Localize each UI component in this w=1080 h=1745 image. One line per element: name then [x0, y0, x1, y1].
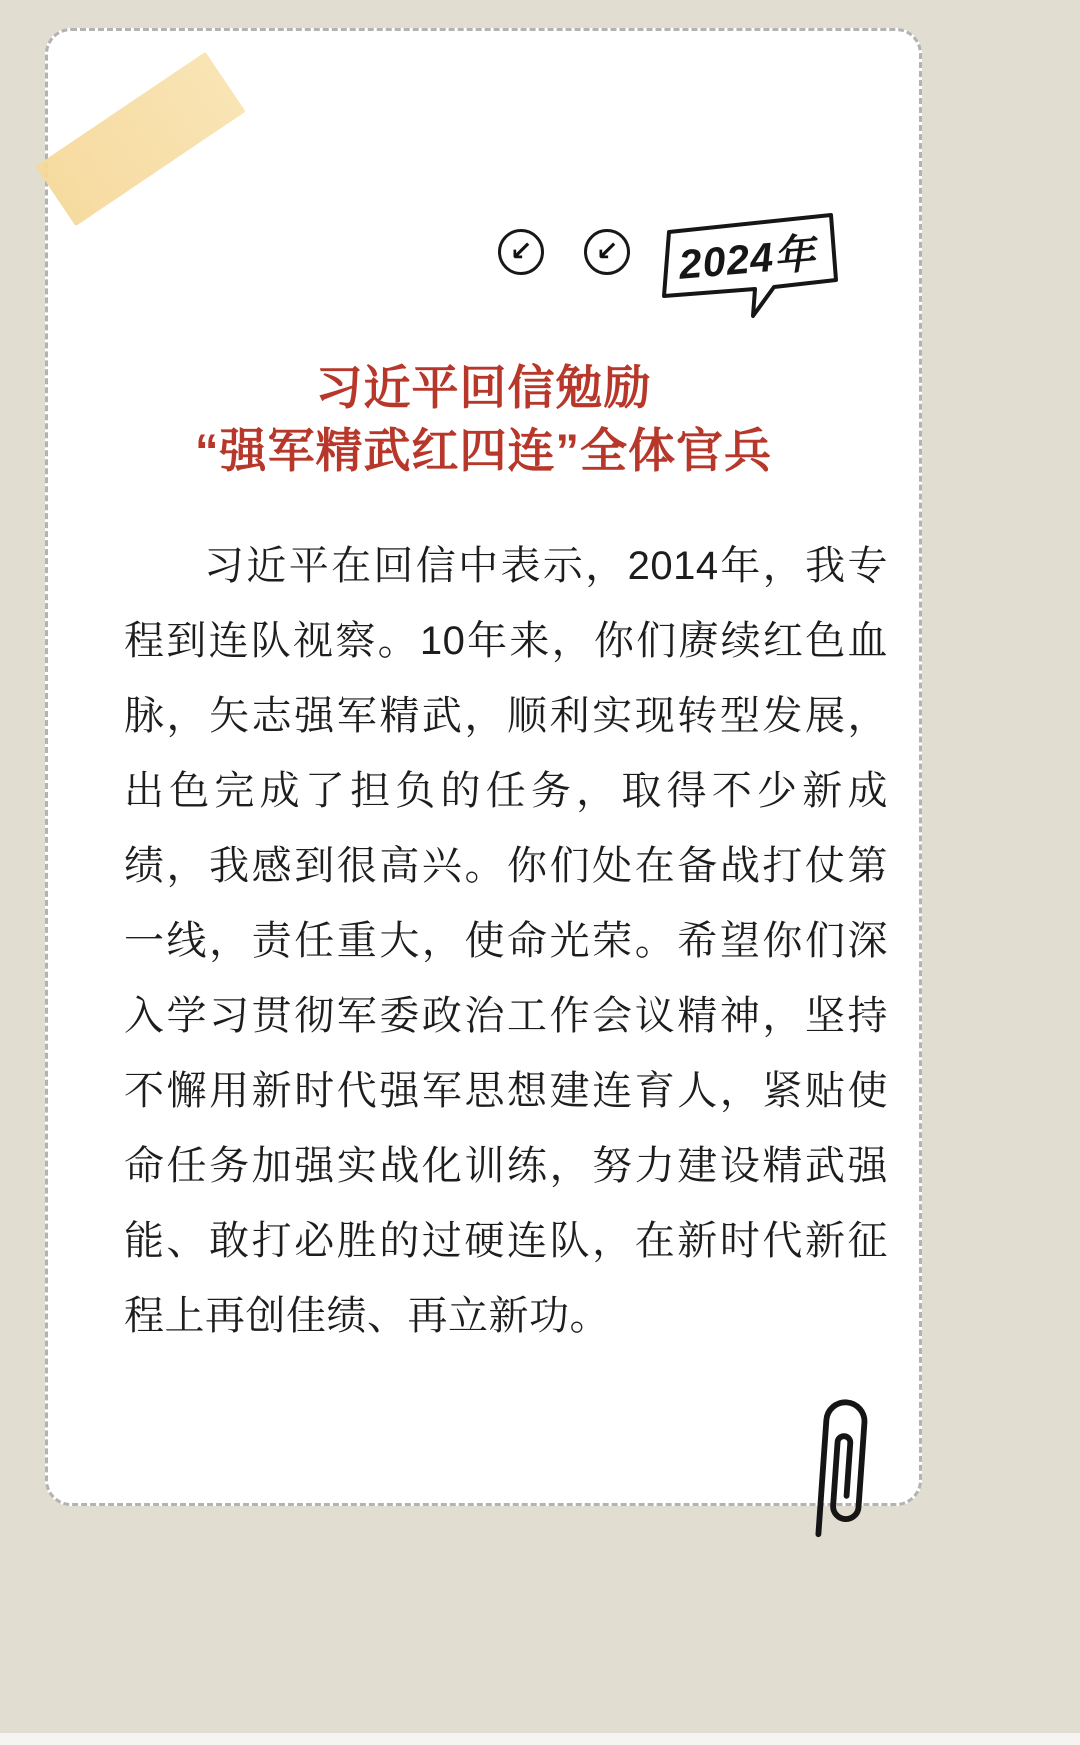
body-line: 习近平在回信中表示，2014年，我专: [204, 544, 888, 588]
arrow-down-left-glyph: ↙: [509, 235, 533, 266]
letter-card: [45, 28, 922, 1506]
letter-body: [124, 529, 888, 1354]
arrow-down-left-circle-icon: [584, 229, 630, 275]
year-speech-bubble: [653, 204, 843, 349]
paperclip-shape: [790, 1378, 894, 1562]
body-line: 入学习贯彻军委政治工作会议精神，坚持: [124, 994, 888, 1038]
body-line: 脉，矢志强军精武，顺利实现转型发展，: [124, 694, 888, 738]
body-line: 一线，责任重大，使命光荣。希望你们深: [124, 919, 888, 963]
bottom-strip: [0, 1733, 1080, 1745]
arrow-down-left-glyph: ↙: [595, 235, 619, 266]
body-line: 命任务加强实战化训练，努力建设精武强: [124, 1144, 888, 1188]
paperclip-icon: [790, 1378, 894, 1562]
title-line-2: “强军精武红四连”全体官兵: [195, 424, 772, 477]
title-line-1: 习近平回信勉励: [315, 361, 652, 414]
body-line: 程到连队视察。10年来，你们赓续红色血: [124, 619, 888, 663]
arrow-down-left-circle-icon: [498, 229, 544, 275]
page-title: [48, 356, 919, 482]
washi-tape-decoration: [35, 52, 245, 226]
body-line: 程上再创佳绩、再立新功。: [124, 1294, 610, 1338]
year-label: 2024年: [676, 230, 818, 288]
body-line: 出色完成了担负的任务，取得不少新成: [124, 769, 888, 813]
body-line: 不懈用新时代强军思想建连育人，紧贴使: [124, 1069, 888, 1113]
body-line: 能、敢打必胜的过硬连队，在新时代新征: [124, 1219, 888, 1263]
body-line: 绩，我感到很高兴。你们处在备战打仗第: [124, 844, 888, 888]
